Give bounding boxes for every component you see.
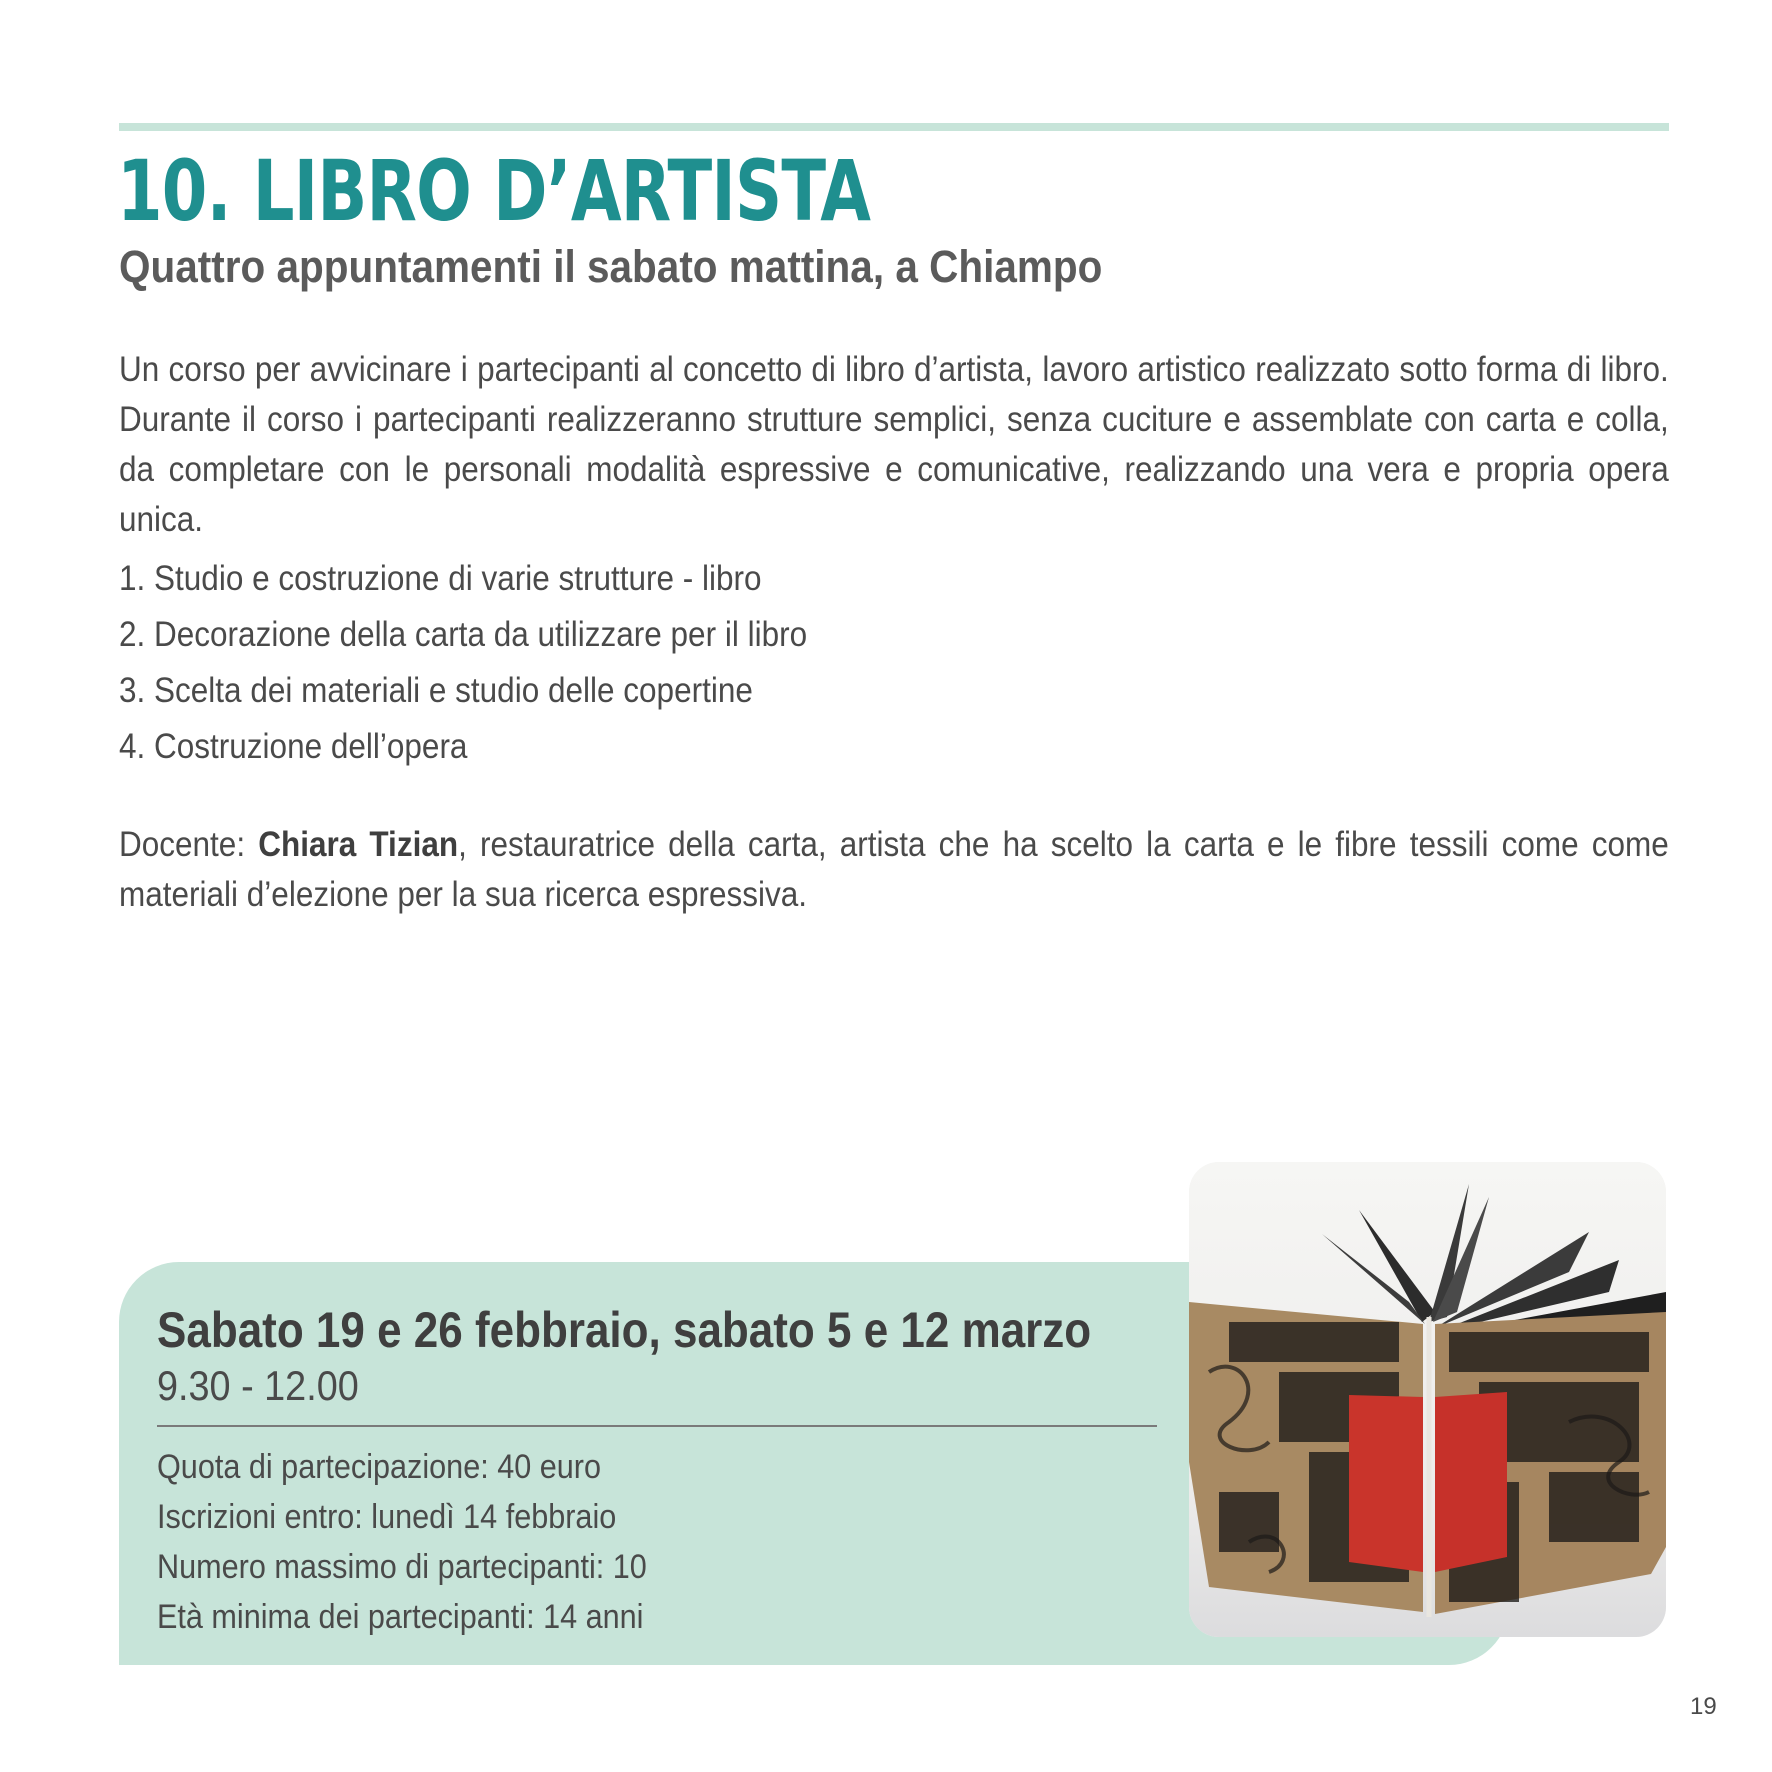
- page-subtitle: Quattro appuntamenti il sabato mattina, a Chiampo: [119, 241, 1103, 292]
- page-number: 19: [1690, 1693, 1717, 1720]
- teacher-name: Chiara Tizian: [258, 825, 459, 864]
- list-item: 4. Costruzione dell’opera: [119, 727, 468, 766]
- list-item: 1. Studio e costruzione di varie strutture - libro: [119, 559, 762, 598]
- artist-book-photo: [1189, 1162, 1666, 1637]
- detail-min-age: Età minima dei partecipanti: 14 anni: [157, 1598, 644, 1636]
- course-time: 9.30 - 12.00: [157, 1362, 359, 1409]
- detail-fee: Quota di partecipazione: 40 euro: [157, 1448, 602, 1486]
- teacher-paragraph: [119, 820, 1669, 920]
- course-dates: Sabato 19 e 26 febbraio, sabato 5 e 12 marzo: [157, 1302, 1092, 1358]
- info-divider: [157, 1425, 1157, 1427]
- teacher-description: , restauratrice della carta, artista che ha scelto la carta e le fibre tessili come come materiali d’elezione per la sua ricerca espressiva.: [119, 825, 1669, 914]
- info-details: [157, 1442, 701, 1642]
- course-description: [119, 345, 1669, 775]
- detail-max-participants: Numero massimo di partecipanti: 10: [157, 1548, 647, 1586]
- artist-book-illustration: [1189, 1162, 1666, 1637]
- list-item: 2. Decorazione della carta da utilizzare per il libro: [119, 615, 808, 654]
- top-rule: [119, 123, 1669, 131]
- detail-deadline: Iscrizioni entro: lunedì 14 febbraio: [157, 1498, 617, 1536]
- page-title: 10. LIBRO D’ARTISTA: [117, 142, 871, 240]
- teacher-prefix: Docente:: [119, 825, 259, 864]
- steps-list: [119, 551, 1669, 775]
- list-item: 3. Scelta dei materiali e studio delle copertine: [119, 671, 753, 710]
- intro-paragraph: Un corso per avvicinare i partecipanti al concetto di libro d’artista, lavoro artistico realizzato sotto forma di libro. Durante il corso i partecipanti realizzeranno strutture semplici, senza cuciture e assemblate con carta e colla, da completare con le personali modalità espressive e comunicative, realizzando una vera e propria opera unica.: [119, 350, 1669, 539]
